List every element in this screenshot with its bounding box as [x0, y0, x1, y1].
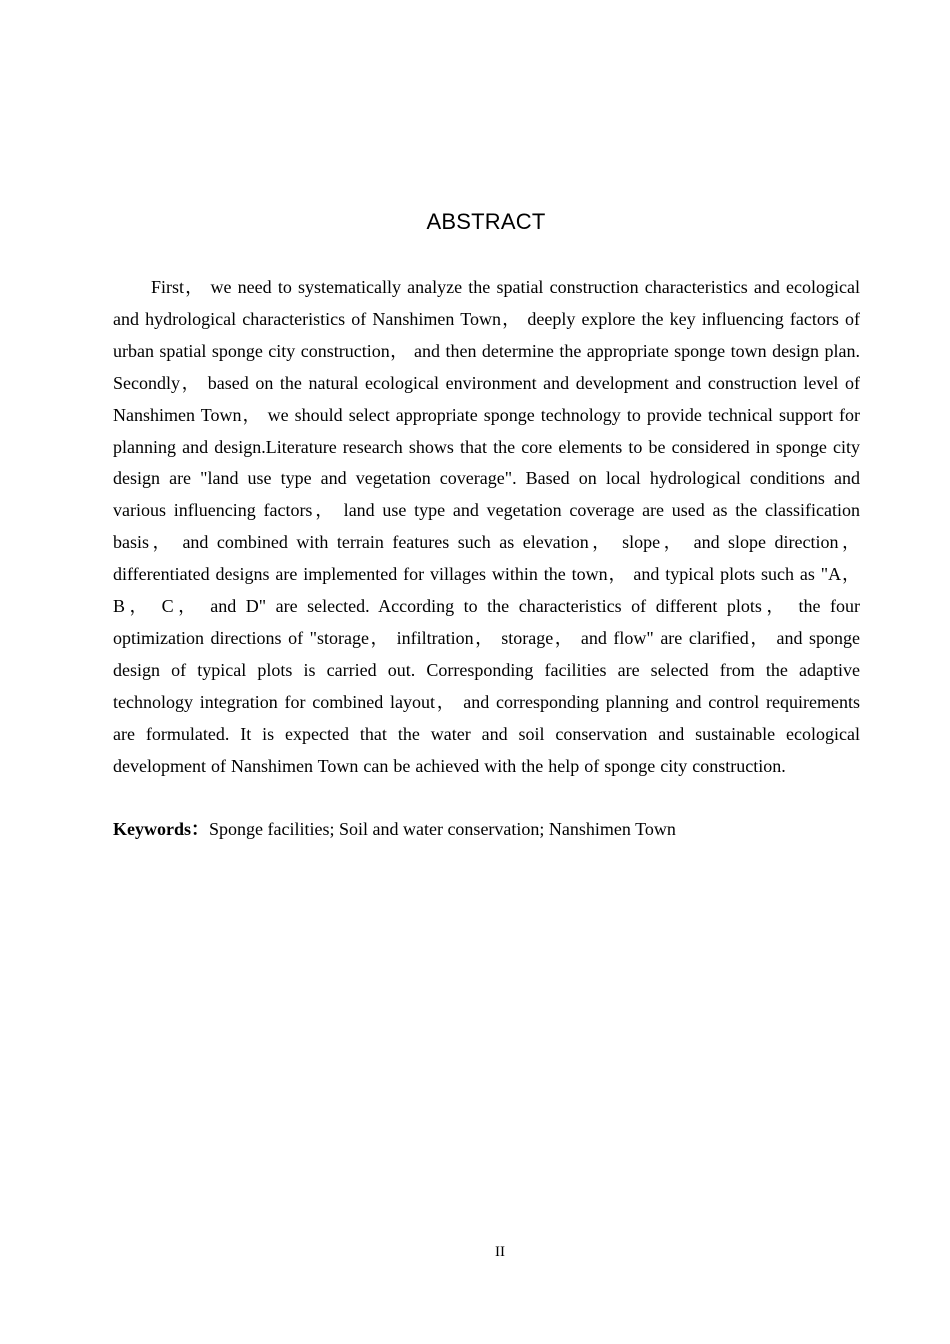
- keywords-label: Keywords：: [113, 819, 209, 839]
- abstract-title: ABSTRACT: [426, 209, 546, 234]
- keywords-value: Sponge facilities; Soil and water conservation; Nanshimen Town: [209, 819, 676, 839]
- page-number: II: [495, 1244, 505, 1260]
- abstract-body: First， we need to systematically analyze the spatial construction characteristics and ecological and hydrological characteristics of Nanshimen Town， deeply explore the key influencing factors of urban spatial sponge city construction， and then determine the appropriate sponge town design plan. Secondly， based on the natural ecological environment and development and construction level of Nanshimen Town， we should select appropriate sponge technology to provide technical support for planning and design.Literature research shows that the core elements to be considered in sponge city design are "land use type and vegetation coverage". Based on local hydrological conditions and various influencing factors， land use type and vegetation coverage are used as the classification basis， and combined with terrain features such as elevation， slope， and slope direction， differentiated designs are implemented for villages within the town， and typical plots such as "A， B， C， and D" are selected. According to the characteristics of different plots， the four optimization directions of "storage， infiltration， storage， and flow" are clarified， and sponge design of typical plots is carried out. Corresponding facilities are selected from the adaptive technology integration for combined layout， and corresponding planning and control requirements are formulated. It is expected that the water and soil conservation and sustainable ecological development of Nanshimen Town can be achieved with the help of sponge city construction.: [113, 277, 860, 776]
- keywords-line: [113, 814, 860, 846]
